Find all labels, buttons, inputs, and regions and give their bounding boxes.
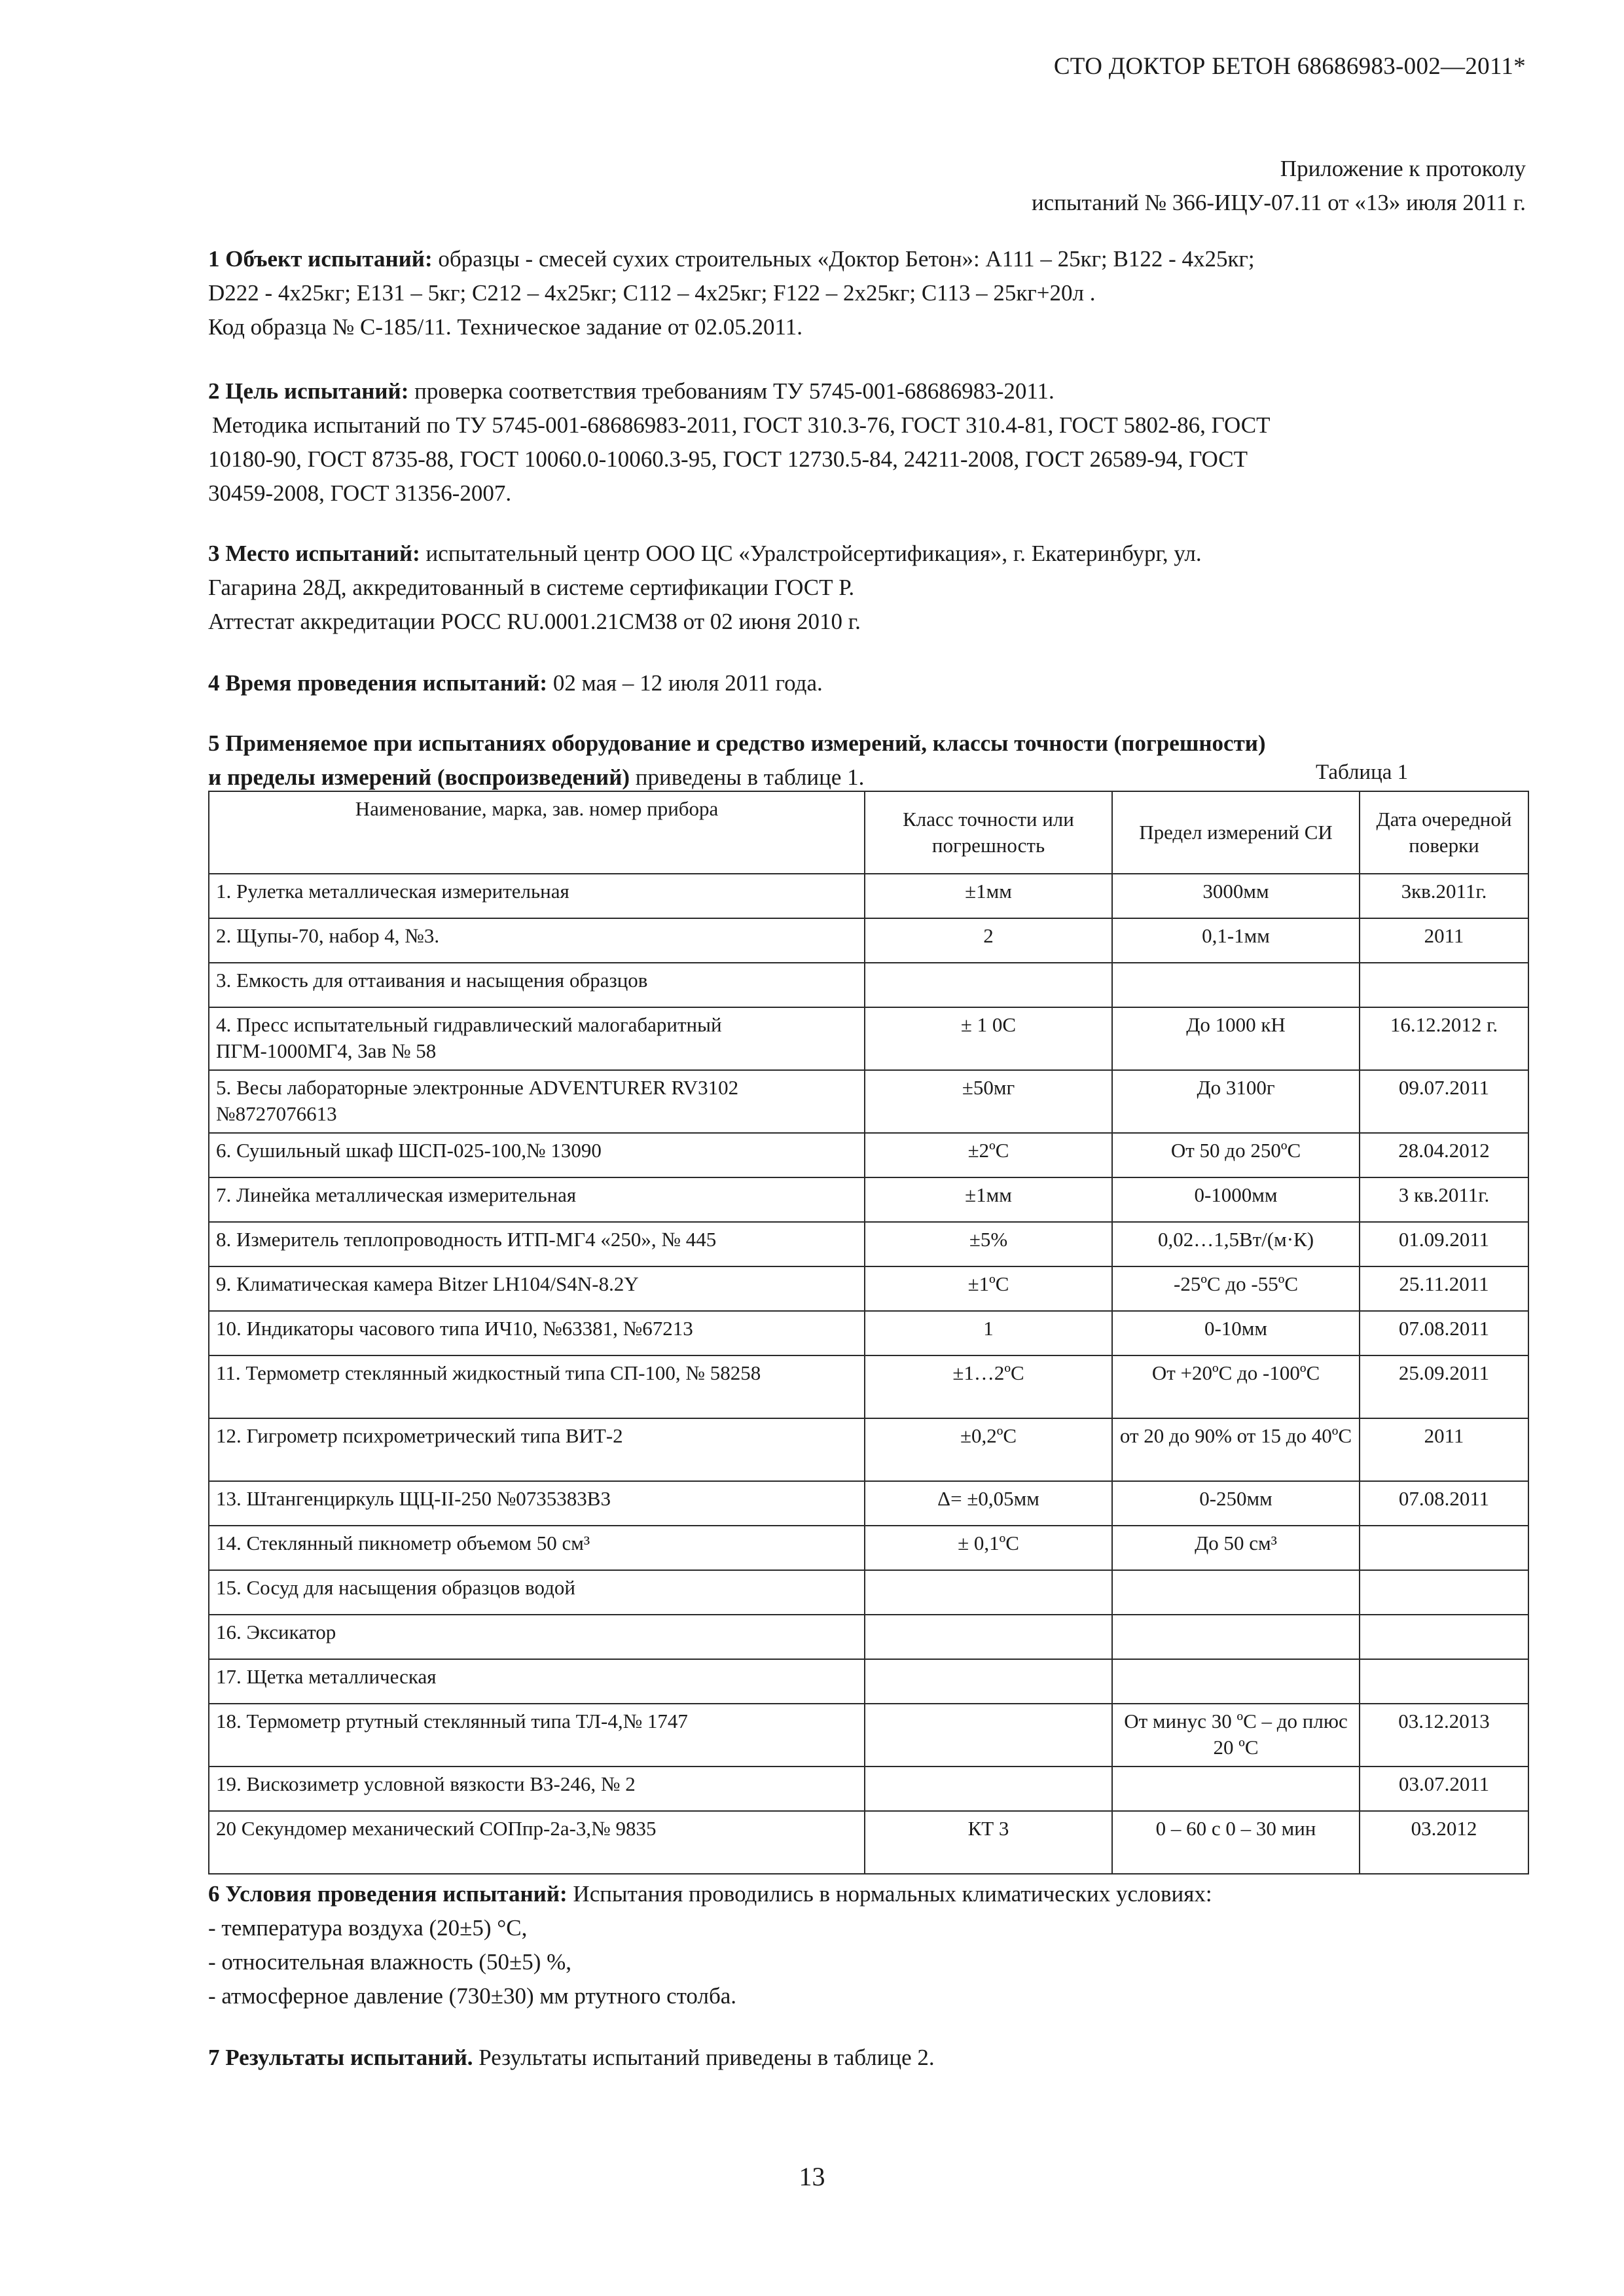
cell-device-name: 2. Щупы-70, набор 4, №3. [209,918,865,963]
cell-accuracy: ±2ºС [865,1133,1112,1177]
cell-device-name: 14. Стеклянный пикнометр объемом 50 см³ [209,1526,865,1570]
section-5-line-2-bold: и пределы измерений (воспроизведений) [208,764,630,790]
header-next-verification: Дата очередной поверки [1360,791,1528,874]
cell-device-name: 1. Рулетка металлическая измерительная [209,874,865,918]
cell-accuracy: 2 [865,918,1112,963]
cell-measurement-limit: 0 – 60 с 0 – 30 мин [1112,1811,1360,1874]
table-row [209,1704,1528,1767]
table-row [209,1659,1528,1704]
header-device-name: Наименование, марка, зав. номер прибора [209,791,865,874]
table-row [209,1311,1528,1355]
section-3-line-3: Аттестат аккредитации РОСС RU.0001.21СМ38 от 02 июня 2010 г. [208,609,861,634]
section-3-title: 3 Место испытаний: [208,541,420,566]
table-row [209,1222,1528,1266]
cell-measurement-limit: от 20 до 90% от 15 до 40ºС [1112,1418,1360,1481]
section-1-line-1: образцы - смесей сухих строительных «Доктор Бетон»: A111 – 25кг; B122 - 4x25кг; [432,246,1255,272]
cell-accuracy [865,1659,1112,1704]
cell-device-name: 7. Линейка металлическая измерительная [209,1177,865,1222]
cell-accuracy: ±1ºС [865,1266,1112,1311]
cell-accuracy: ± 1 0С [865,1007,1112,1070]
section-test-purpose [208,374,1524,511]
cell-verification-date: 03.07.2011 [1360,1767,1528,1811]
cell-verification-date: 3 кв.2011г. [1360,1177,1528,1222]
section-2-line-2: Методика испытаний по ТУ 5745-001-68686983-2011, ГОСТ 310.3-76, ГОСТ 310.4-81, ГОСТ 5802-86, ГОСТ [212,412,1271,438]
annex-line-1: Приложение к протоколу [1280,156,1526,181]
cell-verification-date [1360,1659,1528,1704]
section-7-title: 7 Результаты испытаний. [208,2045,473,2070]
section-2-line-3: 10180-90, ГОСТ 8735-88, ГОСТ 10060.0-10060.3-95, ГОСТ 12730.5-84, 24211-2008, ГОСТ 26589-94, ГОСТ [208,446,1248,472]
header-accuracy-class: Класс точности или погрешность [865,791,1112,874]
table-row [209,874,1528,918]
cell-accuracy: КТ 3 [865,1811,1112,1874]
cell-verification-date: 3кв.2011г. [1360,874,1528,918]
cell-accuracy: ±1мм [865,874,1112,918]
cell-measurement-limit: -25ºС до -55ºС [1112,1266,1360,1311]
section-2-line-4: 30459-2008, ГОСТ 31356-2007. [208,480,512,506]
section-test-conditions [208,1877,1524,2013]
cell-measurement-limit: 3000мм [1112,874,1360,918]
cell-verification-date: 09.07.2011 [1360,1070,1528,1133]
cell-device-name: 10. Индикаторы часового типа ИЧ10, №63381, №67213 [209,1311,865,1355]
cell-device-name: 15. Сосуд для насыщения образцов водой [209,1570,865,1615]
cell-device-name: 19. Вискозиметр условной вязкости ВЗ-246, № 2 [209,1767,865,1811]
cell-device-name: 9. Климатическая камера Bitzer LH104/S4N-8.2Y [209,1266,865,1311]
section-4-line-1: 02 мая – 12 июля 2011 года. [547,670,823,696]
table-row [209,1811,1528,1874]
cell-accuracy [865,1570,1112,1615]
section-1-line-3: Код образца № С-185/11. Техническое задание от 02.05.2011. [208,314,803,340]
cell-accuracy: ±50мг [865,1070,1112,1133]
equipment-table-body [209,874,1528,1874]
cell-verification-date: 2011 [1360,1418,1528,1481]
table-row [209,1570,1528,1615]
cell-device-name: 16. Эксикатор [209,1615,865,1659]
cell-verification-date: 07.08.2011 [1360,1481,1528,1526]
protocol-annex-note [1032,152,1526,220]
cell-verification-date: 03.12.2013 [1360,1704,1528,1767]
section-6-line-2: - температура воздуха (20±5) °С, [208,1915,528,1941]
section-2-title: 2 Цель испытаний: [208,378,409,404]
table-row [209,1007,1528,1070]
table-row [209,1481,1528,1526]
section-test-place [208,537,1524,639]
cell-device-name: 12. Гигрометр психрометрический типа ВИТ-2 [209,1418,865,1481]
cell-measurement-limit [1112,1570,1360,1615]
cell-device-name: 17. Щетка металлическая [209,1659,865,1704]
cell-measurement-limit: До 50 см³ [1112,1526,1360,1570]
section-7-line-1: Результаты испытаний приведены в таблице 2. [473,2045,935,2070]
table-row [209,1355,1528,1418]
section-test-time [208,666,1524,700]
cell-measurement-limit: 0-10мм [1112,1311,1360,1355]
cell-verification-date: 2011 [1360,918,1528,963]
cell-measurement-limit: От минус 30 ºС – до плюс 20 ºС [1112,1704,1360,1767]
cell-verification-date [1360,1570,1528,1615]
table-header-row [209,791,1528,874]
cell-measurement-limit: До 1000 кН [1112,1007,1360,1070]
cell-measurement-limit [1112,1659,1360,1704]
cell-measurement-limit: 0-1000мм [1112,1177,1360,1222]
cell-verification-date [1360,1615,1528,1659]
table-row [209,1070,1528,1133]
cell-accuracy [865,1767,1112,1811]
section-3-line-2: Гагарина 28Д, аккредитованный в системе сертификации ГОСТ Р. [208,575,855,600]
cell-measurement-limit [1112,1615,1360,1659]
cell-device-name: 13. Штангенциркуль ЩЦ-II-250 №0735383В3 [209,1481,865,1526]
section-1-line-2: D222 - 4x25кг; E131 – 5кг; C212 – 4x25кг; C112 – 4x25кг; F122 – 2x25кг; C113 – 25кг+20л . [208,280,1096,306]
standard-code: СТО ДОКТОР БЕТОН 68686983-002—2011* [1053,53,1526,80]
cell-verification-date: 03.2012 [1360,1811,1528,1874]
table-row [209,1418,1528,1481]
section-test-results [208,2041,1524,2075]
table-1-caption: Таблица 1 [1316,761,1409,784]
cell-accuracy: 1 [865,1311,1112,1355]
table-row [209,1266,1528,1311]
cell-device-name: 20 Секундомер механический СОПпр-2а-3,№ 9835 [209,1811,865,1874]
section-1-title: 1 Объект испытаний: [208,246,433,272]
cell-accuracy [865,1615,1112,1659]
cell-accuracy: Δ= ±0,05мм [865,1481,1112,1526]
table-row [209,1526,1528,1570]
cell-measurement-limit: 0-250мм [1112,1481,1360,1526]
cell-measurement-limit: До 3100г [1112,1070,1360,1133]
cell-accuracy: ±5% [865,1222,1112,1266]
section-6-line-4: - атмосферное давление (730±30) мм ртутного столба. [208,1983,737,2009]
cell-verification-date: 25.09.2011 [1360,1355,1528,1418]
table-row [209,1177,1528,1222]
annex-line-2: испытаний № 366-ИЦУ-07.11 от «13» июля 2011 г. [1032,190,1526,215]
cell-verification-date: 16.12.2012 г. [1360,1007,1528,1070]
cell-device-name: 6. Сушильный шкаф ШСП-025-100,№ 13090 [209,1133,865,1177]
cell-verification-date: 07.08.2011 [1360,1311,1528,1355]
cell-measurement-limit: От 50 до 250ºС [1112,1133,1360,1177]
table-row [209,963,1528,1007]
cell-accuracy [865,963,1112,1007]
cell-accuracy: ±0,2ºС [865,1418,1112,1481]
cell-accuracy [865,1704,1112,1767]
section-4-title: 4 Время проведения испытаний: [208,670,548,696]
section-6-line-1: Испытания проводились в нормальных климатических условиях: [567,1881,1212,1907]
cell-accuracy: ±1…2ºС [865,1355,1112,1418]
equipment-table [208,791,1529,1874]
cell-measurement-limit [1112,963,1360,1007]
cell-measurement-limit: 0,02…1,5Вт/(м·К) [1112,1222,1360,1266]
table-row [209,1133,1528,1177]
cell-device-name: 3. Емкость для оттаивания и насыщения образцов [209,963,865,1007]
cell-measurement-limit: От +20ºС до -100ºС [1112,1355,1360,1418]
section-6-title: 6 Условия проведения испытаний: [208,1881,568,1907]
section-5-line-2: приведены в таблице 1. [630,764,865,790]
cell-device-name: 18. Термометр ртутный стеклянный типа ТЛ-4,№ 1747 [209,1704,865,1767]
cell-measurement-limit [1112,1767,1360,1811]
cell-device-name: 5. Весы лабораторные электронные ADVENTURER RV3102 №8727076613 [209,1070,865,1133]
cell-verification-date: 28.04.2012 [1360,1133,1528,1177]
cell-verification-date [1360,1526,1528,1570]
section-test-object [208,242,1524,344]
section-6-line-3: - относительная влажность (50±5) %, [208,1949,572,1975]
cell-verification-date: 25.11.2011 [1360,1266,1528,1311]
section-5-line-1: 5 Применяемое при испытаниях оборудование и средство измерений, классы точности (погрешности) [208,730,1266,756]
cell-device-name: 8. Измеритель теплопроводность ИТП-МГ4 «250», № 445 [209,1222,865,1266]
cell-accuracy: ± 0,1ºС [865,1526,1112,1570]
header-measurement-limit: Предел измерений СИ [1112,791,1360,874]
cell-verification-date: 01.09.2011 [1360,1222,1528,1266]
section-3-line-1: испытательный центр ООО ЦС «Уралстройсертификация», г. Екатеринбург, ул. [420,541,1202,566]
page-number: 13 [799,2162,825,2191]
cell-accuracy: ±1мм [865,1177,1112,1222]
cell-device-name: 11. Термометр стеклянный жидкостный типа СП-100, № 58258 [209,1355,865,1418]
section-2-line-1: проверка соответствия требованиям ТУ 5745-001-68686983-2011. [408,378,1055,404]
cell-measurement-limit: 0,1-1мм [1112,918,1360,963]
table-row [209,918,1528,963]
cell-verification-date [1360,963,1528,1007]
table-row [209,1615,1528,1659]
cell-device-name: 4. Пресс испытательный гидравлический малогабаритный ПГМ-1000МГ4, Зав № 58 [209,1007,865,1070]
table-row [209,1767,1528,1811]
